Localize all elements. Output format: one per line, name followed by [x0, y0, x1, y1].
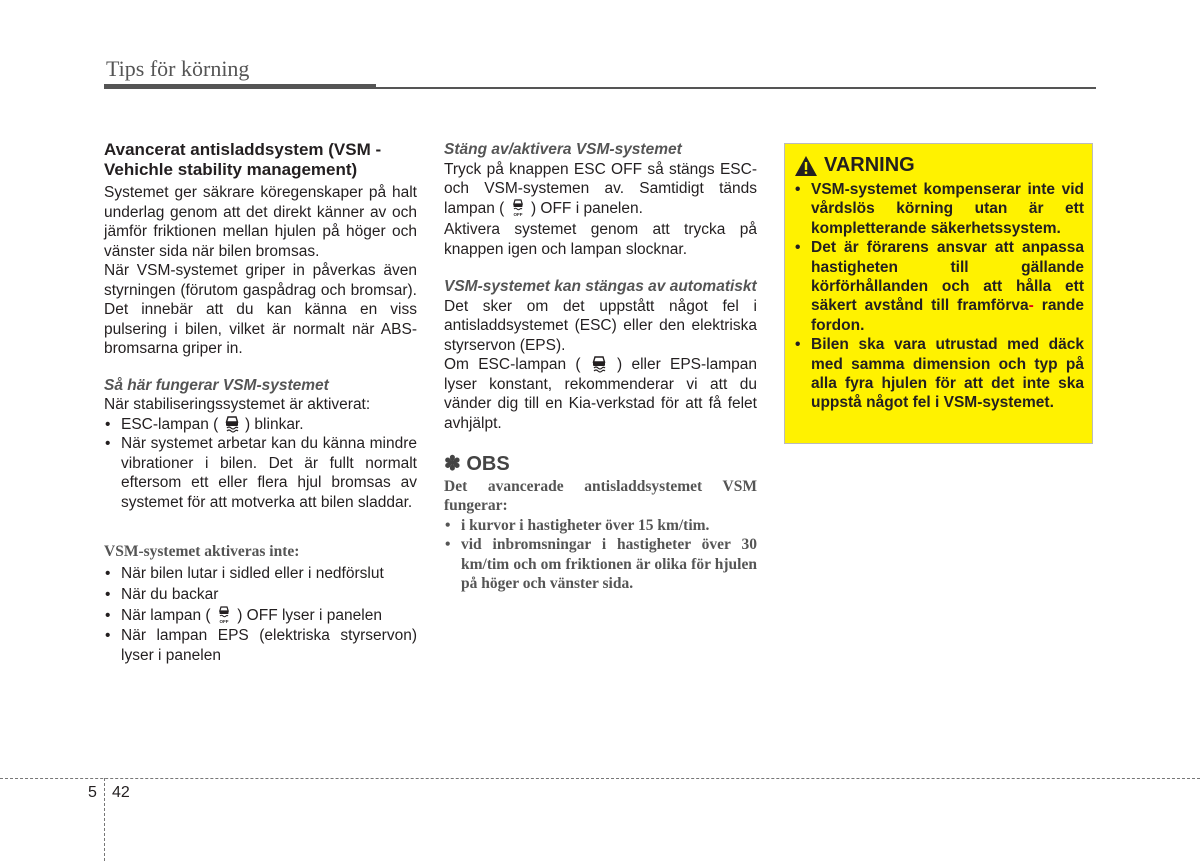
page-number: 42: [112, 784, 130, 801]
obs-heading: ✽ OBS: [444, 453, 510, 475]
esc-off-icon: [215, 606, 233, 624]
column-middle: [444, 140, 757, 594]
paragraph-workshop: Om ESC-lampan ( ) eller EPS-lampan lyser konstant, rekommenderar vi att du vänder dig till en Kia-verkstad för att få felet avhjälpt.: [444, 356, 758, 432]
esc-skid-icon: [590, 355, 608, 373]
header-rule-thin: [376, 87, 1096, 89]
list-item: • När lampan EPS (elektriska styrservon) lyser i panelen: [104, 626, 417, 666]
footer-vertical-divider: [104, 778, 105, 861]
paragraph-activated: När stabiliseringssystemet är aktiverat:: [104, 396, 371, 413]
paragraph-toggle: Tryck på knappen ESC OFF så stängs ESC- och VSM-systemen av. Samtidigt tänds lampan ( ) OFF i panelen.: [444, 160, 757, 217]
section-heading: Avancerat antisladdsystem (VSM - Vehichle stability management): [104, 140, 382, 179]
page-header-title: Tips för körning: [106, 56, 250, 81]
list-item: • När lampan ( ) OFF lyser i panelen: [104, 605, 417, 626]
list-not-activated: [104, 563, 417, 666]
warning-title: VARNING: [794, 154, 1084, 177]
subheading-toggle: Stäng av/aktivera VSM-systemet: [444, 141, 682, 158]
header-rule-thick: [104, 84, 376, 89]
list-item: • i kurvor i hastigheter över 15 km/tim.: [444, 516, 757, 536]
list-item: • När systemet arbetar kan du känna mindre vibrationer i bilen. Det är fullt normalt eftersom ett eller flera hjul bromsas av systemet för att motverka att bilen sladdar.: [104, 434, 417, 512]
footer-divider: [0, 778, 1200, 779]
warning-box: [784, 143, 1093, 444]
list-item: • ESC-lampan ( ) blinkar.: [104, 415, 417, 435]
paragraph-intro: Systemet ger säkrare köregenskaper på halt underlag genom att det direkt känner av och jämför friktionen mellan hjulen på höger och vänster sida när bilen bromsas.: [104, 184, 417, 260]
esc-off-icon: [509, 199, 527, 217]
obs-intro: Det avancerade antisladdsystemet VSM fungerar:: [444, 477, 757, 514]
list-item: • Bilen ska vara utrustad med däck med samma dimension och typ på alla fyra hjulen för att det inte ska uppstå något fel i VSM-systemet.: [794, 335, 1084, 413]
list-item: • När du backar: [104, 584, 417, 605]
list-item: • Det är förarens ansvar att anpassa hastigheten till gällande körförhållanden och att hålla ett säkert avstånd till framförva- rande fordon.: [794, 238, 1084, 335]
subheading-not-activated: VSM-systemet aktiveras inte:: [104, 543, 300, 560]
warning-triangle-icon: [794, 155, 818, 177]
warning-list: [794, 180, 1084, 413]
list-item: • vid inbromsningar i hastigheter över 30 km/tim och om friktionen är olika för hjulen på höger och vänster sida.: [444, 535, 757, 594]
paragraph-steering: När VSM-systemet griper in påverkas även styrningen (förutom gaspådrag och bromsar). Det innebär att du kan känna en viss pulsering i bilen, vilket är normalt när ABS-bromsarna griper in.: [104, 262, 417, 357]
paragraph-reactivate: Aktivera systemet genom att trycka på knappen igen och lampan slocknar.: [444, 221, 757, 258]
list-item: • När bilen lutar i sidled eller i nedförslut: [104, 563, 417, 584]
column-left: [104, 140, 417, 666]
subheading-auto-off: VSM-systemet kan stängas av automatiskt: [444, 278, 757, 295]
chapter-number: 5: [88, 784, 97, 801]
subheading-how-it-works: Så här fungerar VSM-systemet: [104, 376, 329, 394]
list-activated: [104, 415, 417, 513]
list-item: • VSM-systemet kompenserar inte vid vårdslös körning utan är ett kompletterande säkerhetssystem.: [794, 180, 1084, 238]
esc-skid-icon: [223, 415, 241, 433]
paragraph-fault: Det sker om det uppstått något fel i antisladdsystemet (ESC) eller den elektriska styrservon (EPS).: [444, 297, 757, 354]
obs-list: [444, 516, 757, 594]
